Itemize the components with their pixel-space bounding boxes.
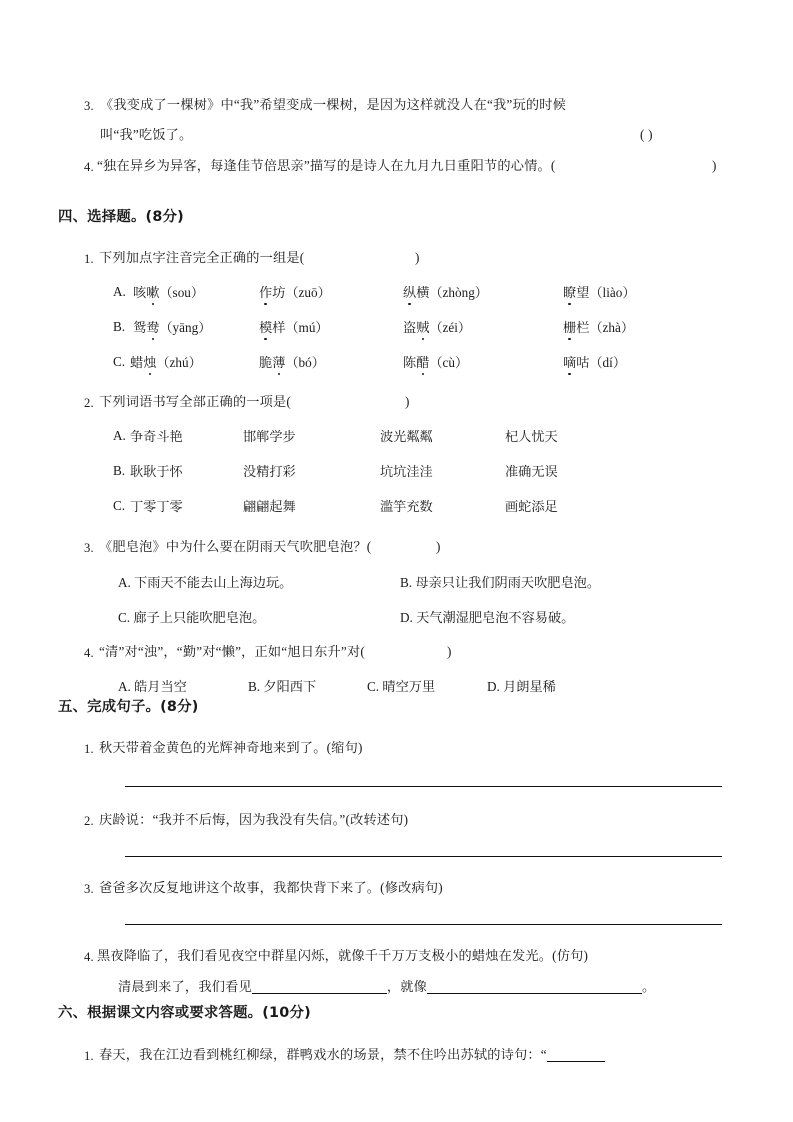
dotted-char: 嗽 bbox=[146, 282, 159, 301]
dotted-char: 作 bbox=[259, 282, 272, 301]
s4-q1-b-item2 bbox=[259, 317, 329, 336]
word-after: 咕 bbox=[576, 355, 590, 370]
s4-q3-number: 3. bbox=[84, 541, 94, 555]
s4-q1-c-item4 bbox=[563, 352, 626, 371]
s4-q4-option-d[interactable]: D. 月朗星稀 bbox=[487, 679, 556, 694]
s4-q2-c-cell3: 滥竽充数 bbox=[380, 499, 433, 514]
s4-q1-a-item3 bbox=[403, 282, 488, 301]
s5-q4-blank-1[interactable] bbox=[252, 979, 387, 994]
s5-q1-number: 1. bbox=[84, 742, 94, 756]
s4-q2-answer-box[interactable]: ) bbox=[405, 394, 410, 409]
option-label-c: C. bbox=[113, 498, 126, 513]
s5-q2-text: 庆龄说：“我并不后悔，因为我没有失信。”(改转述句) bbox=[99, 812, 409, 827]
s4-q2-b-cell1: 耿耿于怀 bbox=[130, 464, 183, 479]
pinyin: （yāng） bbox=[159, 320, 212, 335]
s4-q3-option-b[interactable]: B. 母亲只让我们阴雨天吹肥皂泡。 bbox=[400, 575, 601, 590]
option-label-b: B. bbox=[113, 319, 126, 334]
s4-q3-option-d[interactable]: D. 天气潮湿肥皂泡不容易破。 bbox=[400, 610, 575, 625]
word-before: 蜡 bbox=[130, 355, 144, 370]
option-label-a: A. bbox=[113, 284, 126, 299]
s4-q1-option-row-c[interactable] bbox=[113, 352, 125, 372]
s5-q2-number: 2. bbox=[84, 814, 94, 828]
pinyin: （sou） bbox=[159, 285, 205, 300]
s4-q1-answer-box[interactable]: ) bbox=[415, 250, 420, 265]
s4-q3-option-c[interactable]: C. 廊子上只能吹肥皂泡。 bbox=[118, 610, 266, 625]
dotted-char: 鸯 bbox=[146, 317, 159, 336]
word-before: 鸳 bbox=[133, 320, 147, 335]
pinyin: （zhú） bbox=[156, 355, 202, 370]
s5-q4-fill-middle: ，就像 bbox=[386, 979, 428, 994]
carryover-q4-answer-box[interactable]: ) bbox=[712, 158, 717, 173]
carryover-q3-number: 3. bbox=[84, 99, 94, 113]
carryover-q3-line2: 叫“我”吃饭了。 bbox=[100, 127, 193, 142]
pinyin: （zhòng） bbox=[429, 285, 488, 300]
dotted-char: 嘀 bbox=[563, 352, 576, 371]
pinyin: （bó） bbox=[285, 355, 325, 370]
word-before: 咳 bbox=[133, 285, 147, 300]
word-before: 陈 bbox=[403, 355, 417, 370]
s4-q1-option-row-a[interactable] bbox=[113, 282, 129, 302]
s4-q2-option-row-b[interactable] bbox=[113, 461, 125, 481]
s4-q2-a-cell1: 争奇斗艳 bbox=[130, 429, 183, 444]
s6-q1-number: 1. bbox=[84, 1049, 94, 1063]
section-heading-six: 六、根据课文内容或要求答题。(10分) bbox=[58, 1005, 311, 1021]
s4-q3-stem: 《肥皂泡》中为什么要在阴雨天气吹肥皂泡？( bbox=[99, 539, 372, 554]
s5-q4-fill-suffix: 。 bbox=[642, 979, 656, 994]
s4-q1-option-row-b[interactable] bbox=[113, 317, 125, 337]
s4-q1-b-item3 bbox=[403, 317, 471, 336]
s5-q1-text: 秋天带着金黄色的光辉神奇地来到了。(缩句) bbox=[99, 740, 363, 755]
s4-q2-a-cell2: 邯郸学步 bbox=[243, 429, 296, 444]
s4-q4-stem: “清”对“浊”，“勤”对“懒”，正如“旭日东升”对( bbox=[99, 644, 365, 659]
s5-q3-answer-rule[interactable] bbox=[125, 924, 722, 925]
option-label-b: B. bbox=[113, 463, 126, 478]
dotted-char: 醋 bbox=[416, 352, 429, 371]
option-label-a: A. bbox=[113, 428, 126, 443]
word-after: 栏 bbox=[576, 320, 590, 335]
s4-q2-b-cell4: 准确无误 bbox=[505, 464, 558, 479]
pinyin: （zéi） bbox=[429, 320, 472, 335]
word-after: 望 bbox=[576, 285, 590, 300]
s5-q1-answer-rule[interactable] bbox=[125, 786, 722, 787]
s4-q4-number: 4. bbox=[84, 646, 94, 660]
s4-q1-c-item3 bbox=[403, 352, 468, 371]
carryover-q3-line1: 《我变成了一棵树》中“我”希望变成一棵树，是因为这样就没人在“我”玩的时候 bbox=[100, 97, 566, 112]
dotted-char: 贼 bbox=[416, 317, 429, 336]
word-before: 脆 bbox=[259, 355, 273, 370]
word-after: 坊 bbox=[272, 285, 286, 300]
s4-q1-b-item1 bbox=[133, 317, 211, 336]
s6-q1-text: 春天，我在江边看到桃红柳绿，群鸭戏水的场景，禁不住吟出苏轼的诗句：“ bbox=[99, 1047, 547, 1062]
s4-q4-option-b[interactable]: B. 夕阳西下 bbox=[248, 679, 317, 694]
word-before: 盗 bbox=[403, 320, 417, 335]
s4-q4-answer-box[interactable]: ) bbox=[447, 644, 452, 659]
dotted-char: 瞭 bbox=[563, 282, 576, 301]
s4-q3-option-a[interactable]: A. 下雨天不能去山上海边玩。 bbox=[118, 575, 293, 590]
s4-q2-option-row-a[interactable] bbox=[113, 426, 126, 446]
dotted-char: 烛 bbox=[143, 352, 156, 371]
s4-q1-stem: 下列加点字注音完全正确的一组是( bbox=[99, 250, 305, 265]
pinyin: （zuō） bbox=[285, 285, 331, 300]
pinyin: （liào） bbox=[589, 285, 636, 300]
section-heading-five: 五、完成句子。(8分) bbox=[58, 699, 199, 715]
dotted-char: 薄 bbox=[272, 352, 285, 371]
s4-q2-a-cell3: 波光粼粼 bbox=[380, 429, 433, 444]
s4-q2-b-cell2: 没精打彩 bbox=[243, 464, 296, 479]
s4-q1-c-item2 bbox=[259, 352, 325, 371]
s5-q4-fill-prefix: 清晨到来了，我们看见 bbox=[118, 979, 252, 994]
carryover-q4-number: 4. bbox=[84, 160, 94, 174]
s4-q1-c-item1 bbox=[130, 352, 202, 371]
s5-q4-blank-2[interactable] bbox=[427, 979, 642, 994]
s4-q2-number: 2. bbox=[84, 396, 94, 410]
pinyin: （mú） bbox=[285, 320, 329, 335]
s4-q2-c-cell2: 翩翩起舞 bbox=[243, 499, 296, 514]
s4-q1-a-item4 bbox=[563, 282, 636, 301]
word-after: 横 bbox=[416, 285, 430, 300]
pinyin: （dí） bbox=[589, 355, 627, 370]
option-label-c: C. bbox=[113, 354, 126, 369]
s5-q3-text: 爸爸多次反复地讲这个故事，我都快背下来了。(修改病句) bbox=[99, 880, 443, 895]
s5-q4-fill-row bbox=[118, 977, 655, 997]
pinyin: （zhà） bbox=[589, 320, 635, 335]
s4-q2-c-cell4: 画蛇添足 bbox=[505, 499, 558, 514]
s5-q4-number: 4. bbox=[84, 950, 94, 964]
s4-q1-a-item1 bbox=[133, 282, 204, 301]
s4-q4-option-a[interactable]: A. 皓月当空 bbox=[118, 679, 187, 694]
word-after: 样 bbox=[272, 320, 286, 335]
s4-q2-option-row-c[interactable] bbox=[113, 496, 125, 516]
s4-q1-b-item4 bbox=[563, 317, 634, 336]
s5-q4-text: 黑夜降临了，我们看见夜空中群星闪烁，就像千千万万支极小的蜡烛在发光。(仿句) bbox=[97, 948, 589, 963]
s4-q1-a-item2 bbox=[259, 282, 331, 301]
s6-q1-row bbox=[99, 1045, 605, 1065]
carryover-q4-text: “独在异乡为异客，每逢佳节倍思亲”描写的是诗人在九月九日重阳节的心情。( bbox=[97, 158, 556, 173]
carryover-q3-answer-box[interactable]: ( ) bbox=[640, 127, 653, 142]
s5-q2-answer-rule[interactable] bbox=[125, 856, 722, 857]
s6-q1-blank[interactable] bbox=[547, 1047, 605, 1062]
pinyin: （cù） bbox=[429, 355, 469, 370]
s4-q3-answer-box[interactable]: ) bbox=[436, 539, 441, 554]
s4-q2-b-cell3: 坑坑洼洼 bbox=[380, 464, 433, 479]
s4-q2-stem: 下列词语书写全部正确的一项是( bbox=[99, 394, 292, 409]
s5-q3-number: 3. bbox=[84, 882, 94, 896]
dotted-char: 栅 bbox=[563, 317, 576, 336]
s4-q2-c-cell1: 丁零丁零 bbox=[130, 499, 183, 514]
section-heading-four: 四、选择题。(8分) bbox=[58, 209, 184, 225]
s4-q2-a-cell4: 杞人忧天 bbox=[505, 429, 558, 444]
s4-q4-option-c[interactable]: C. 晴空万里 bbox=[367, 679, 436, 694]
dotted-char: 模 bbox=[259, 317, 272, 336]
s4-q1-number: 1. bbox=[84, 252, 94, 266]
dotted-char: 纵 bbox=[403, 282, 416, 301]
